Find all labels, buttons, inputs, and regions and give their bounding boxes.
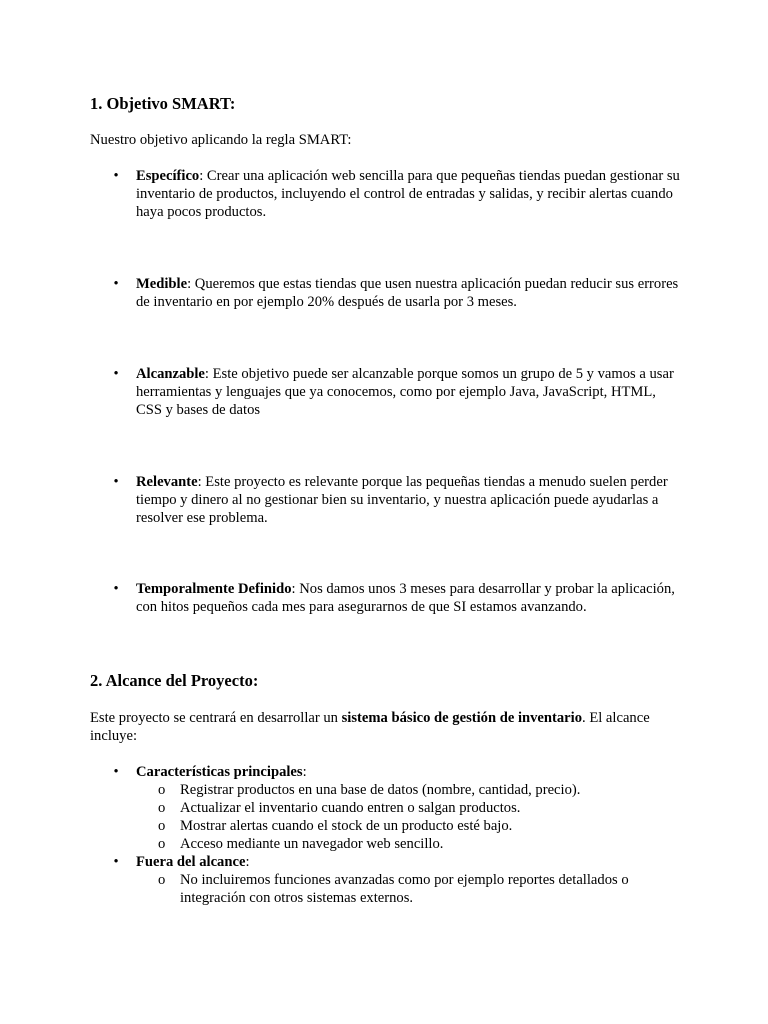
bullet-marker: • [113, 764, 119, 780]
smart-item-especifico [113, 167, 684, 221]
smart-term: Específico [136, 168, 200, 184]
scope-item-text: Registrar productos en una base de datos (nombre, cantidad, precio). [180, 782, 581, 798]
list-item [136, 817, 684, 835]
sub-bullet-marker: o [158, 782, 166, 798]
section-heading-smart: 1. Objetivo SMART: [90, 94, 236, 113]
smart-item-alcanzable [113, 365, 684, 419]
smart-term: Relevante [136, 474, 198, 490]
alcance-intro [90, 709, 690, 745]
alcance-intro-bold: sistema básico de gestión de inventario [341, 710, 583, 726]
scope-group-term: Características principales [136, 764, 303, 780]
alcance-intro-start: Este proyecto se centrará en desarrollar un [90, 710, 342, 726]
scope-sub-list [136, 871, 684, 907]
list-item [136, 799, 684, 817]
scope-list [113, 763, 684, 907]
sub-bullet-marker: o [158, 836, 166, 852]
smart-description: : Queremos que estas tiendas que usen nuestra aplicación puedan reducir sus errores de inventario en por ejemplo 20% después de usarla por 3 meses. [136, 276, 679, 310]
list-item [136, 835, 684, 853]
bullet-marker: • [113, 474, 119, 490]
smart-item-temporalmente-definido [113, 580, 684, 616]
smart-description: : Nos damos unos 3 meses para desarrollar y probar la aplicación, con hitos pequeños cada mes para asegurarnos de que SI estamos avanzando. [136, 581, 675, 615]
bullet-marker: • [113, 366, 119, 382]
list-item [136, 781, 684, 799]
bullet-marker: • [113, 854, 119, 870]
alcance-intro-end: . El alcance incluye: [90, 710, 650, 744]
smart-intro: Nuestro objetivo aplicando la regla SMART: [90, 132, 352, 148]
scope-sub-list [136, 781, 684, 853]
sub-bullet-marker: o [158, 800, 166, 816]
scope-item-text: Actualizar el inventario cuando entren o salgan productos. [180, 800, 521, 816]
sub-bullet-marker: o [158, 818, 166, 834]
scope-item-text: No incluiremos funciones avanzadas como por ejemplo reportes detallados o integración con otros sistemas externos. [180, 872, 629, 906]
scope-group-fuera [113, 853, 684, 907]
scope-group-term: Fuera del alcance [136, 854, 246, 870]
bullet-marker: • [113, 168, 119, 184]
smart-term: Alcanzable [136, 366, 205, 382]
scope-group-suffix: : [302, 764, 307, 780]
smart-item-relevante [113, 473, 684, 527]
sub-bullet-marker: o [158, 872, 166, 888]
scope-group-suffix: : [245, 854, 250, 870]
bullet-marker: • [113, 581, 119, 597]
smart-term: Temporalmente Definido [136, 581, 292, 597]
scope-group-principales [113, 763, 684, 853]
bullet-marker: • [113, 276, 119, 292]
smart-description: : Crear una aplicación web sencilla para que pequeñas tiendas puedan gestionar su inventario de productos, incluyendo el control de entradas y salidas, y recibir alertas cuando haya pocos productos. [136, 168, 680, 220]
smart-description: : Este objetivo puede ser alcanzable porque somos un grupo de 5 y vamos a usar herramientas y lenguajes que ya conocemos, como por ejemplo Java, JavaScript, HTML, CSS y bases de datos [136, 366, 674, 418]
section-heading-alcance: 2. Alcance del Proyecto: [90, 671, 259, 690]
scope-item-text: Mostrar alertas cuando el stock de un producto esté bajo. [180, 818, 513, 834]
smart-description: : Este proyecto es relevante porque las pequeñas tiendas a menudo suelen perder tiempo y dinero al no gestionar bien su inventario, y nuestra aplicación puede ayudarlas a resolver ese problema. [136, 474, 668, 526]
list-item [136, 871, 684, 907]
scope-item-text: Acceso mediante un navegador web sencillo. [180, 836, 444, 852]
smart-term: Medible [136, 276, 188, 292]
smart-item-medible [113, 275, 684, 311]
